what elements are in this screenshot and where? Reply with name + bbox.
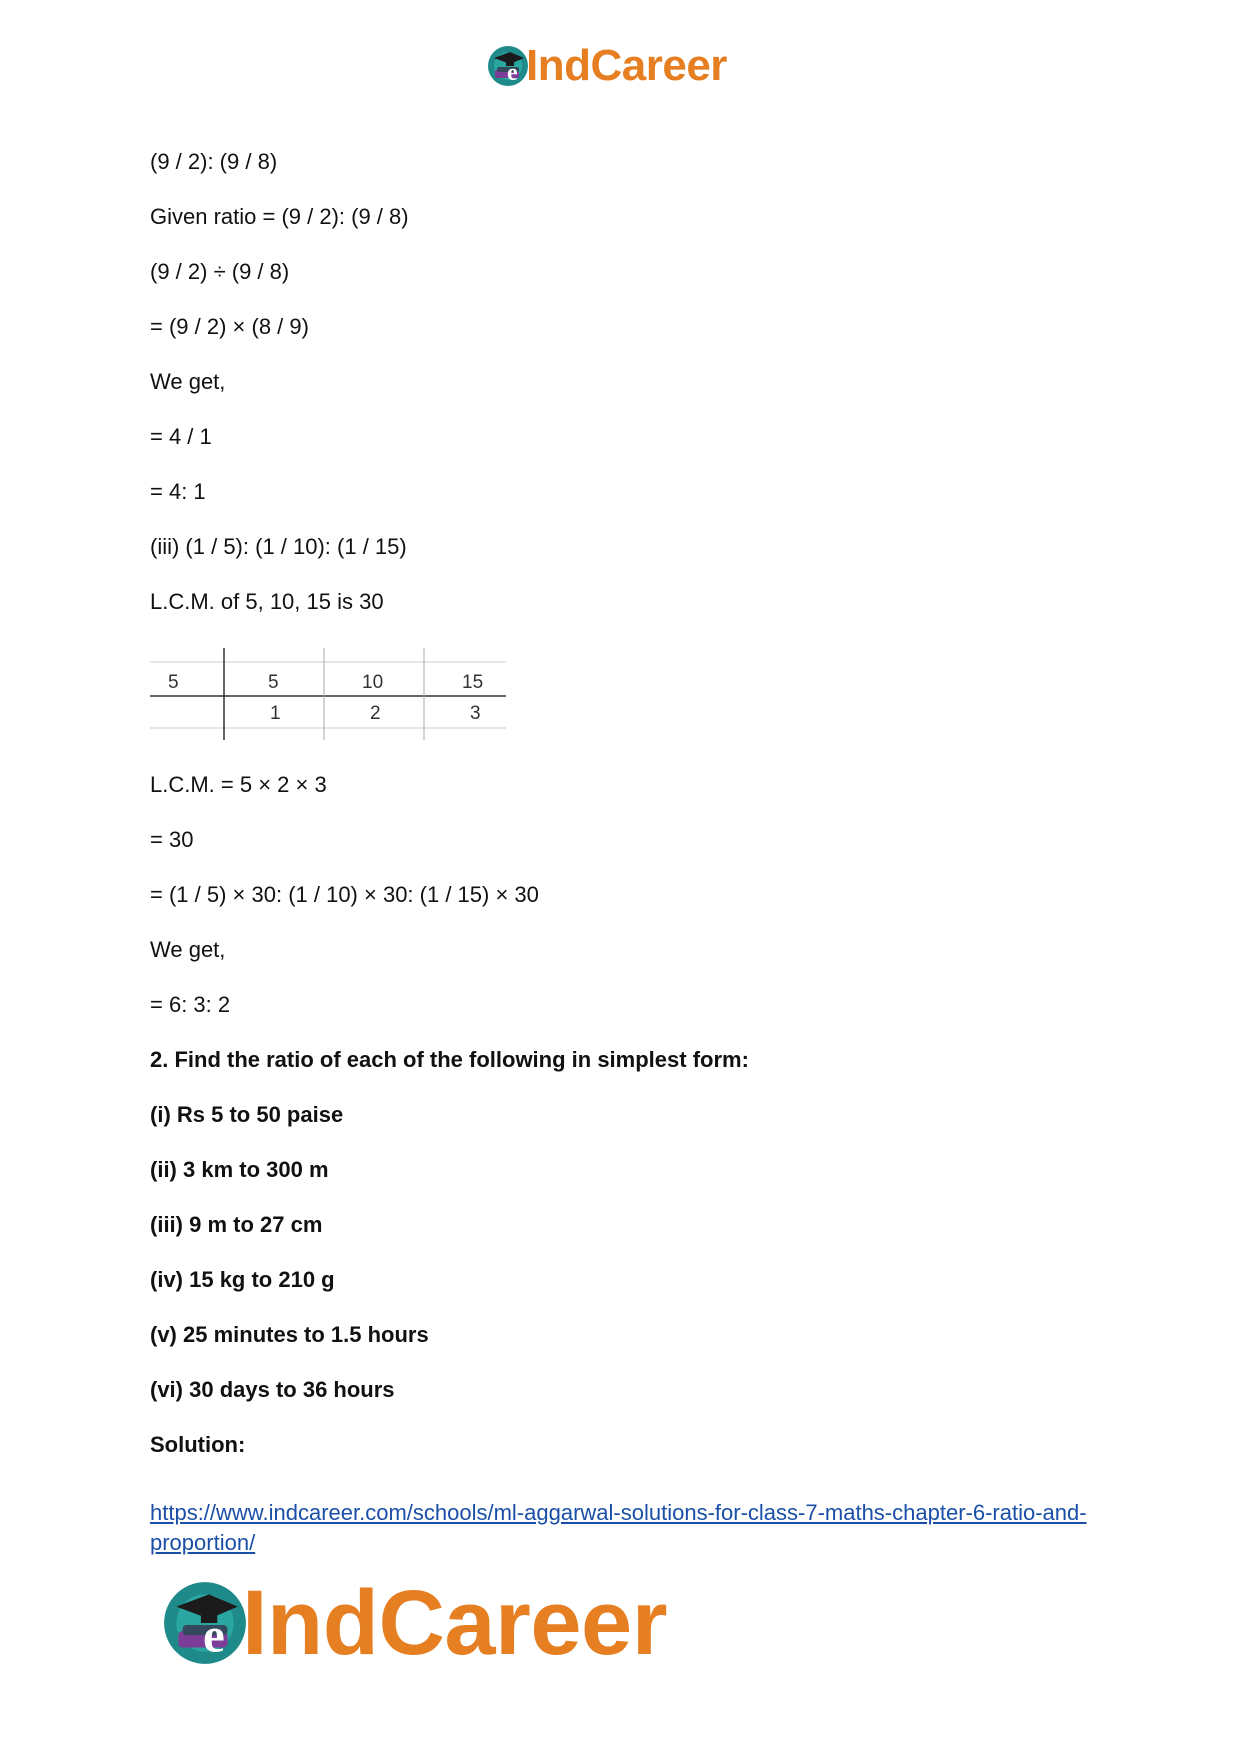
logo-wordmark: IndCareer <box>526 41 727 90</box>
table-cell: 5 <box>168 672 179 693</box>
source-link[interactable]: https://www.indcareer.com/schools/ml-aggarwal-solutions-for-class-7-maths-chapter-6-ratio-and-proportion/ <box>150 1500 1087 1555</box>
svg-text:e: e <box>202 1607 225 1663</box>
text-line: We get, <box>150 937 226 962</box>
question-heading: 2. Find the ratio of each of the following in simplest form: <box>150 1047 749 1072</box>
text-line: (iii) (1 / 5): (1 / 10): (1 / 15) <box>150 534 407 559</box>
text-line: L.C.M. of 5, 10, 15 is 30 <box>150 589 384 614</box>
table-cell: 2 <box>370 703 381 724</box>
text-line: = 4 / 1 <box>150 424 212 449</box>
table-cell: 5 <box>268 672 279 693</box>
text-line: = 6: 3: 2 <box>150 992 231 1017</box>
footer-logo <box>160 1568 667 1678</box>
text-line: = 4: 1 <box>150 479 206 504</box>
question-part: (v) 25 minutes to 1.5 hours <box>150 1322 429 1347</box>
table-cell: 3 <box>470 703 481 724</box>
text-line: L.C.M. = 5 × 2 × 3 <box>150 772 327 797</box>
solution-label: Solution: <box>150 1432 246 1457</box>
question-part: (i) Rs 5 to 50 paise <box>150 1102 344 1127</box>
question-part: (ii) 3 km to 300 m <box>150 1157 329 1182</box>
text-line: (9 / 2) ÷ (9 / 8) <box>150 259 290 284</box>
logo-wordmark: IndCareer <box>242 1572 667 1674</box>
text-line: We get, <box>150 369 226 394</box>
svg-text:e: e <box>507 60 518 86</box>
text-line: (9 / 2): (9 / 8) <box>150 149 278 174</box>
table-cell: 1 <box>270 703 281 724</box>
graduation-book-icon <box>160 1578 250 1668</box>
table-cell: 15 <box>462 672 484 693</box>
text-line: Given ratio = (9 / 2): (9 / 8) <box>150 204 409 229</box>
question-part: (vi) 30 days to 36 hours <box>150 1377 395 1402</box>
header-logo <box>486 40 727 92</box>
text-line: = (9 / 2) × (8 / 9) <box>150 314 309 339</box>
question-part: (iii) 9 m to 27 cm <box>150 1212 323 1237</box>
question-part: (iv) 15 kg to 210 g <box>150 1267 335 1292</box>
text-line: = 30 <box>150 827 194 852</box>
lcm-division-table <box>150 648 510 749</box>
text-line: = (1 / 5) × 30: (1 / 10) × 30: (1 / 15) × 30 <box>150 882 539 907</box>
graduation-book-icon <box>486 44 530 88</box>
table-cell: 10 <box>362 672 384 693</box>
